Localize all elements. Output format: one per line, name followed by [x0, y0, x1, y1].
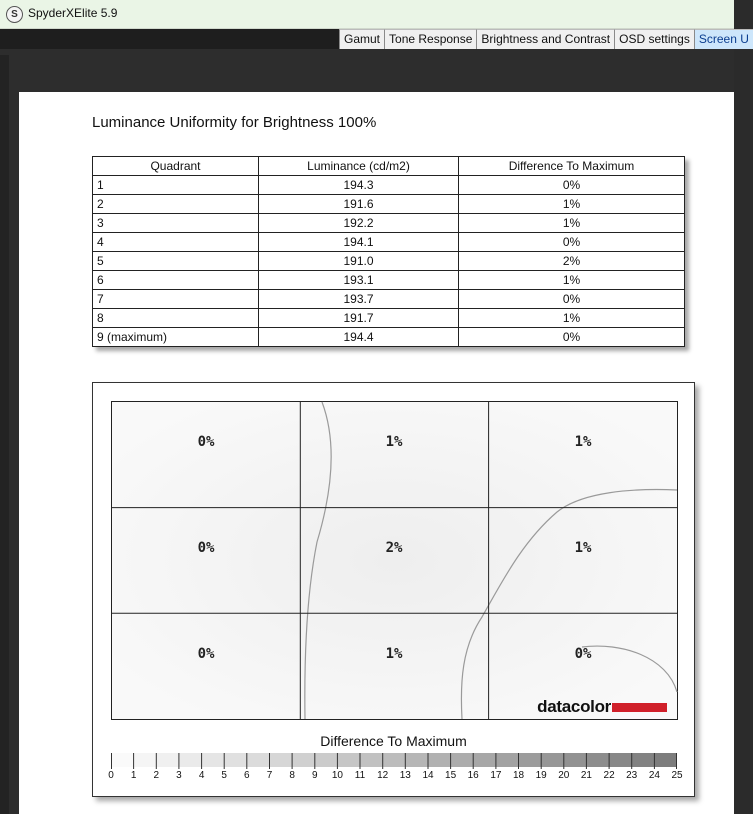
datacolor-logo-bar [612, 703, 667, 712]
cell-quadrant: 3 [93, 214, 259, 233]
cell-luminance: 191.0 [259, 252, 459, 271]
tab-brightness-contrast[interactable]: Brightness and Contrast [476, 29, 614, 49]
scale-segment [292, 753, 315, 767]
scale-label: 12 [377, 770, 389, 781]
cell-7-value: 0% [197, 646, 215, 662]
report-title: Luminance Uniformity for Brightness 100% [92, 114, 377, 131]
scale-label: 19 [535, 770, 547, 781]
datacolor-logo-text: datacolor [537, 697, 611, 716]
cell-quadrant: 1 [93, 176, 259, 195]
scale-label: 11 [354, 770, 366, 781]
scale-segment [202, 753, 225, 767]
header-quadrant: Quadrant [93, 157, 259, 176]
scale-label: 17 [490, 770, 502, 781]
cell-luminance: 194.4 [259, 328, 459, 347]
cell-quadrant: 2 [93, 195, 259, 214]
scale-segment [270, 753, 293, 767]
scale-segment [541, 753, 564, 767]
title-bar [0, 0, 734, 29]
cell-quadrant: 6 [93, 271, 259, 290]
cell-quadrant: 8 [93, 309, 259, 328]
cell-difference: 2% [459, 252, 685, 271]
cell-quadrant: 4 [93, 233, 259, 252]
scale-label: 8 [289, 770, 295, 781]
scale-segment [654, 753, 677, 767]
scale-segment [111, 753, 134, 767]
table-row [93, 176, 685, 195]
scale-segment [496, 753, 519, 767]
scale-segment [632, 753, 655, 767]
window-title: SpyderXElite 5.9 [28, 6, 118, 20]
scale-segment [383, 753, 406, 767]
scale-label: 18 [512, 770, 525, 781]
cell-luminance: 193.7 [259, 290, 459, 309]
cell-quadrant: 9 (maximum) [93, 328, 259, 347]
table-row [93, 328, 685, 347]
scale-segment [609, 753, 632, 767]
tab-tone-response[interactable]: Tone Response [384, 29, 476, 49]
tab-bar [339, 29, 753, 49]
scale-segment [179, 753, 202, 767]
scale-label: 22 [603, 770, 615, 781]
scale-segment [134, 753, 157, 767]
left-panel-strip [0, 55, 9, 814]
scale-segment [473, 753, 496, 767]
scale-segment [224, 753, 247, 767]
cell-luminance: 191.6 [259, 195, 459, 214]
cell-3-value: 1% [574, 434, 592, 450]
uniformity-grid [111, 401, 678, 720]
scale-label: 14 [422, 770, 434, 781]
header-difference: Difference To Maximum [459, 157, 685, 176]
scale-label: 25 [671, 770, 683, 781]
scale-segment [519, 753, 542, 767]
cell-4-value: 0% [197, 540, 215, 556]
cell-quadrant: 5 [93, 252, 259, 271]
table-row [93, 290, 685, 309]
cell-difference: 0% [459, 290, 685, 309]
cell-1-value: 0% [197, 434, 215, 450]
scale-segment [360, 753, 383, 767]
cell-6-value: 1% [574, 540, 592, 556]
scale-label: 9 [312, 770, 318, 781]
scale-segment [247, 753, 270, 767]
legend-title: Difference To Maximum [320, 733, 467, 749]
table-header-row [93, 157, 685, 176]
tab-screen-uniformity[interactable]: Screen U [694, 29, 753, 49]
scale-label: 16 [467, 770, 479, 781]
scale-label: 24 [648, 770, 660, 781]
cell-9-value: 0% [574, 646, 592, 662]
scale-label: 20 [558, 770, 570, 781]
cell-luminance: 193.1 [259, 271, 459, 290]
tab-osd-settings[interactable]: OSD settings [614, 29, 694, 49]
cell-5-value: 2% [385, 540, 403, 556]
scale-label: 23 [626, 770, 638, 781]
cell-luminance: 192.2 [259, 214, 459, 233]
uniformity-chart [92, 382, 695, 797]
scale-label: 2 [153, 770, 160, 781]
datacolor-logo [537, 697, 667, 717]
luminance-table [92, 156, 685, 347]
cell-difference: 0% [459, 176, 685, 195]
scale-label: 3 [176, 770, 182, 781]
cell-difference: 1% [459, 195, 685, 214]
table-row [93, 309, 685, 328]
scale-label: 4 [198, 770, 205, 781]
cell-2-value: 1% [385, 434, 403, 450]
scale-segment [428, 753, 451, 767]
cell-8-value: 1% [385, 646, 403, 662]
scale-segment [156, 753, 179, 767]
cell-difference: 0% [459, 233, 685, 252]
scale-segment [337, 753, 360, 767]
scale-segment [315, 753, 338, 767]
cell-difference: 0% [459, 328, 685, 347]
cell-luminance: 194.3 [259, 176, 459, 195]
cell-quadrant: 7 [93, 290, 259, 309]
scale-labels [93, 770, 694, 784]
scale-label: 5 [221, 770, 227, 781]
header-luminance: Luminance (cd/m2) [259, 157, 459, 176]
scale-label: 15 [445, 770, 457, 781]
scale-label: 10 [331, 770, 343, 781]
table-row [93, 271, 685, 290]
cell-luminance: 191.7 [259, 309, 459, 328]
cell-luminance: 194.1 [259, 233, 459, 252]
cell-difference: 1% [459, 309, 685, 328]
scale-segment [564, 753, 587, 767]
table-row [93, 252, 685, 271]
scale-label: 0 [108, 770, 114, 781]
scale-label: 1 [130, 770, 137, 781]
cell-difference: 1% [459, 271, 685, 290]
spyder-app-icon: S [6, 6, 23, 23]
scale-segment [405, 753, 428, 767]
cell-difference: 1% [459, 214, 685, 233]
scale-segment [586, 753, 609, 767]
scale-label: 7 [266, 770, 273, 781]
scale-label: 13 [399, 770, 411, 781]
table-row [93, 214, 685, 233]
table-row [93, 233, 685, 252]
scale-label: 21 [580, 770, 592, 781]
scale-label: 6 [244, 770, 250, 781]
difference-scale-bar [111, 753, 677, 770]
tab-gamut[interactable]: Gamut [339, 29, 384, 49]
table-row [93, 195, 685, 214]
scale-segment [451, 753, 474, 767]
